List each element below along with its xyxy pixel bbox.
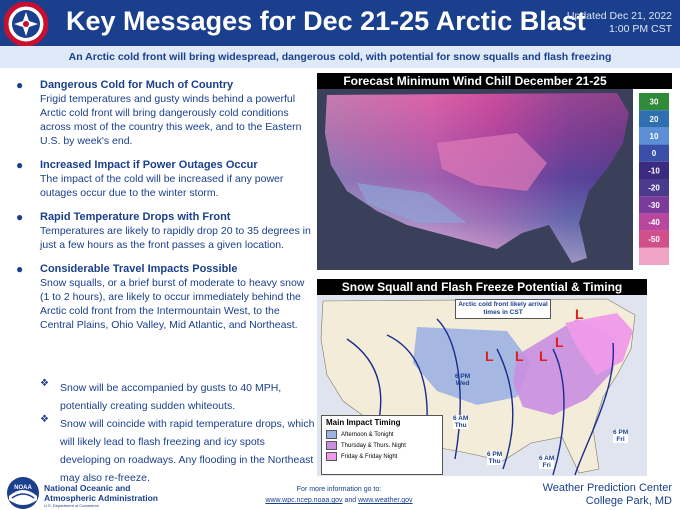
impact-timing-legend xyxy=(321,415,443,475)
nws-logo xyxy=(4,2,48,46)
center-location: College Park, MD xyxy=(585,495,672,507)
legend-label: 20 xyxy=(649,114,659,124)
front-time: 6 PM xyxy=(455,373,471,380)
weather-gov-link[interactable]: www.weather.gov xyxy=(358,497,413,504)
wind-chill-legend xyxy=(639,93,669,265)
diamond-bullet-icon: ❖ xyxy=(40,378,49,389)
bullet-item xyxy=(12,210,312,252)
front-day: Thu xyxy=(488,458,501,465)
bullet-heading: Increased Impact if Power Outages Occur xyxy=(40,159,258,171)
legend-label: -30 xyxy=(648,200,660,210)
wind-chill-color-scale xyxy=(639,93,669,265)
agency-name xyxy=(44,483,158,503)
sub-bullet-text: Snow will be accompanied by gusts to 40 MPH, potentially creating sudden whiteouts. xyxy=(60,382,282,412)
low-pressure-marker: L xyxy=(485,348,494,364)
bullet-body: Snow squalls, or a brief burst of moderate to heavy snow (1 to 2 hours), are likely to occur immediately behind the Arctic cold front from the Intermountain West, to the Central Plains, Ohio Valley, Mid Atlantic, and Northeast. xyxy=(40,277,305,331)
impact-timing-legend-title: Main Impact Timing xyxy=(326,418,401,427)
and-text: and xyxy=(344,497,357,504)
wpc-link[interactable]: www.wpc.ncep.noaa.gov xyxy=(265,497,343,504)
legend-swatch xyxy=(326,441,337,450)
sub-bullet-text: Snow will coincide with rapid temperature drops, which will likely lead to flash freezing and icy spots developing on roadways. Any flooding in the Northeast may also re-freeze. xyxy=(60,418,315,484)
header-banner xyxy=(0,0,680,46)
wind-chill-map-panel xyxy=(317,73,672,270)
legend-swatch xyxy=(326,430,337,439)
updated-date: Updated Dec 21, 2022 xyxy=(566,10,672,22)
more-info-label: For more information go to: xyxy=(296,486,382,493)
bullet-heading: Rapid Temperature Drops with Front xyxy=(40,211,231,223)
legend-swatch xyxy=(639,248,669,265)
front-time: 6 AM xyxy=(453,415,469,422)
department-name: U.S. Department of Commerce xyxy=(44,503,99,508)
bullet-heading: Dangerous Cold for Much of Country xyxy=(40,79,234,91)
front-time: 6 PM xyxy=(487,451,503,458)
legend-label: -40 xyxy=(648,218,660,227)
legend-label: Afternoon & Tonight xyxy=(341,431,394,438)
front-day: Thu xyxy=(454,422,467,429)
low-pressure-marker: L xyxy=(555,334,564,350)
legend-entry xyxy=(322,429,442,440)
legend-label: 0 xyxy=(651,149,657,159)
more-info xyxy=(254,484,424,506)
bullet-item xyxy=(12,262,312,332)
snow-squall-map-panel xyxy=(317,279,647,476)
key-messages xyxy=(12,78,312,342)
legend-label: -10 xyxy=(648,166,660,176)
legend-label: Friday & Friday Night xyxy=(341,453,398,460)
updated-time: 1:00 PM CST xyxy=(608,23,672,35)
front-day: Wed xyxy=(455,380,470,387)
agency-line1: National Oceanic and xyxy=(44,483,131,493)
front-time-label xyxy=(539,455,554,469)
bullet-body: Temperatures are likely to rapidly drop 20 to 35 degrees in just a few hours as the front passes a given location. xyxy=(40,225,311,251)
front-arrival-label: Arctic cold front likely arrival times in CST xyxy=(455,299,551,319)
low-pressure-marker: L xyxy=(575,306,584,322)
front-time: 6 PM xyxy=(613,429,629,436)
noaa-logo xyxy=(6,476,40,510)
issuing-center xyxy=(543,482,672,508)
sub-bullet-item xyxy=(40,414,315,486)
center-name: Weather Prediction Center xyxy=(542,482,672,494)
front-day: Fri xyxy=(616,436,625,443)
sub-bullet-item xyxy=(40,378,315,414)
wind-chill-map xyxy=(317,73,672,270)
legend-swatch xyxy=(326,452,337,461)
front-time-label xyxy=(455,373,470,387)
bullet-dot-icon: ● xyxy=(16,158,24,172)
front-time: 6 AM xyxy=(539,455,555,462)
legend-label: Thursday & Thurs. Night xyxy=(341,442,406,449)
bullet-body: The impact of the cold will be increased if any power outages occur due to the winter storm. xyxy=(40,173,284,199)
diamond-bullet-icon: ❖ xyxy=(40,414,49,425)
bullet-dot-icon: ● xyxy=(16,262,24,276)
legend-label: 10 xyxy=(649,132,659,141)
front-day: Fri xyxy=(542,462,551,469)
legend-entry xyxy=(322,440,442,451)
legend-entry xyxy=(322,451,442,462)
legend-label: -50 xyxy=(648,235,660,245)
bullet-item xyxy=(12,158,312,200)
noaa-logo-text: NOAA xyxy=(14,485,32,491)
page-subtitle: An Arctic cold front will bring widespread, dangerous cold, with potential for snow squalls and flash freezing xyxy=(0,46,680,68)
legend-label: -20 xyxy=(648,183,660,193)
bullet-heading: Considerable Travel Impacts Possible xyxy=(40,263,238,275)
bullet-dot-icon: ● xyxy=(16,78,24,92)
bullet-dot-icon: ● xyxy=(16,210,24,224)
bullet-body: Frigid temperatures and gusty winds behind a powerful Arctic cold front will bring dangerously cold conditions across most of the country this week, and to the Eastern U.S. by week's end. xyxy=(40,93,302,147)
agency-line2: Atmospheric Administration xyxy=(44,493,158,503)
snow-squall-map-title: Snow Squall and Flash Freeze Potential & Timing xyxy=(317,279,647,295)
legend-label: 30 xyxy=(649,97,659,107)
front-time-label xyxy=(453,415,468,429)
wind-chill-map-title: Forecast Minimum Wind Chill December 21-25 xyxy=(317,73,633,89)
front-time-label xyxy=(487,451,502,465)
front-time-label xyxy=(613,429,628,443)
low-pressure-marker: L xyxy=(515,348,524,364)
bullet-item xyxy=(12,78,312,148)
updated-timestamp xyxy=(567,10,672,36)
page-title: Key Messages for Dec 21-25 Arctic Blast xyxy=(66,6,586,36)
low-pressure-marker: L xyxy=(539,348,548,364)
